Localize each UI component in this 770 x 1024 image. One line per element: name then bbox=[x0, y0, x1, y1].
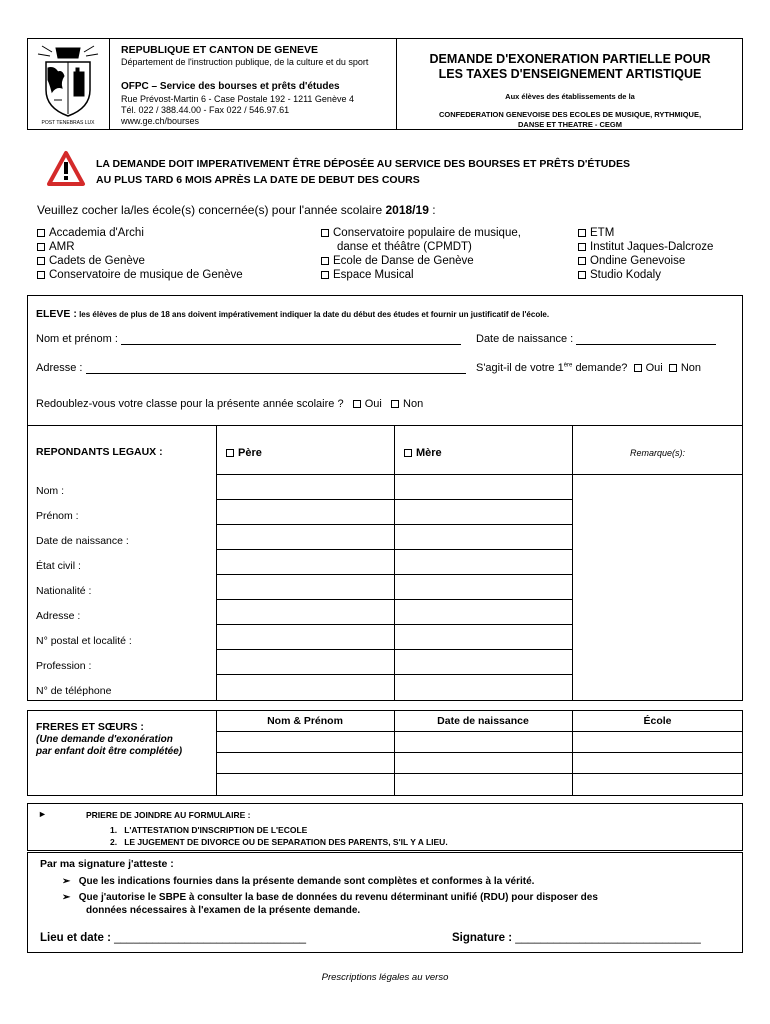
eleve-address-row: Adresse : bbox=[36, 362, 466, 374]
attachments-title: PRIERE DE JOINDRE AU FORMULAIRE : bbox=[86, 810, 251, 820]
school-option[interactable]: Ecole de Danse de Genève bbox=[321, 254, 521, 268]
siblings-col-school: École bbox=[643, 715, 672, 727]
coat-motto: POST TENEBRAS LUX bbox=[41, 120, 95, 126]
siblings-note-line1: (Une demande d'exonération bbox=[36, 734, 173, 745]
repeat-yes-checkbox[interactable] bbox=[353, 400, 361, 408]
checkbox-icon[interactable] bbox=[37, 229, 45, 237]
header-divider-left bbox=[109, 38, 110, 130]
bullet-icon: ➢ bbox=[62, 892, 71, 903]
remarks-column-header: Remarque(s): bbox=[629, 448, 685, 458]
eleve-header bbox=[36, 308, 549, 320]
school-option[interactable]: Institut Jaques-Dalcroze bbox=[578, 240, 713, 254]
bullet-icon: ➢ bbox=[62, 876, 71, 887]
attestation-item-1: ➢ Que les indications fournies dans la présente demande sont complètes et conformes à la vérité. bbox=[62, 876, 535, 887]
address-input[interactable] bbox=[86, 363, 466, 374]
siblings-header-line bbox=[216, 731, 743, 732]
org-name-line1: CONFEDERATION GENEVOISE DES ECOLES DE MUSIQUE, RYTHMIQUE, bbox=[438, 110, 702, 119]
republic-title: REPUBLIQUE ET CANTON DE GENEVE bbox=[121, 44, 318, 56]
checkbox-icon[interactable] bbox=[321, 257, 329, 265]
footer-note: Prescriptions légales au verso bbox=[321, 972, 449, 983]
siblings-label: FRERES ET SŒURS : bbox=[36, 721, 144, 733]
service-website[interactable]: www.ge.ch/bourses bbox=[121, 116, 200, 126]
schools-intro-text: Veuillez cocher la/les école(s) concernée(s) pour l'année scolaire bbox=[37, 203, 383, 217]
school-option[interactable]: Conservatoire de musique de Genève bbox=[37, 268, 243, 282]
place-date-field[interactable]: Lieu et date : ______________________________ bbox=[40, 932, 307, 944]
father-column-header: Père bbox=[226, 447, 262, 459]
eleve-section bbox=[27, 295, 743, 701]
form-subtitle: Aux élèves des établissements de la bbox=[505, 92, 635, 101]
checkbox-icon[interactable] bbox=[578, 243, 586, 251]
form-title-line1: DEMANDE D'EXONERATION PARTIELLE POUR bbox=[429, 52, 711, 66]
department-name: Département de l'instruction publique, de la culture et du sport bbox=[121, 57, 369, 67]
repeat-class-row: Redoublez-vous votre classe pour la présente année scolaire ? Oui Non bbox=[36, 398, 424, 410]
service-phone: Tél. 022 / 388.44.00 - Fax 022 / 546.97.61 bbox=[121, 105, 290, 115]
repondants-vline-2 bbox=[394, 425, 395, 701]
repondants-top-line bbox=[27, 425, 743, 426]
signature-intro: Par ma signature j'atteste : bbox=[40, 858, 174, 870]
school-option[interactable]: Conservatoire populaire de musique, bbox=[321, 226, 521, 240]
school-option[interactable]: AMR bbox=[37, 240, 243, 254]
school-year: 2018/19 bbox=[385, 203, 429, 217]
row-label-birthdate: Date de naissance : bbox=[36, 535, 129, 547]
school-option-continued: danse et théâtre (CPMDT) bbox=[337, 241, 472, 253]
org-name-line2: DANSE ET THEATRE - CEGM bbox=[517, 120, 623, 129]
school-option[interactable]: Espace Musical bbox=[321, 268, 521, 282]
eleve-birth-row: Date de naissance : bbox=[476, 333, 716, 345]
eleve-note: les élèves de plus de 18 ans doivent impérativement indiquer la date du début des études et fournir un justificatif de l'école. bbox=[79, 310, 550, 319]
school-option[interactable]: Ondine Genevoise bbox=[578, 254, 713, 268]
row-label-civil-status: État civil : bbox=[36, 560, 81, 572]
attachment-item-2: 2. LE JUGEMENT DE DIVORCE OU DE SEPARATION DES PARENTS, S'IL Y A LIEU. bbox=[110, 837, 448, 847]
checkbox-icon[interactable] bbox=[321, 271, 329, 279]
service-address: Rue Prévost-Martin 6 - Case Postale 192 - 1211 Genève 4 bbox=[121, 94, 354, 104]
siblings-col-birth: Date de naissance bbox=[437, 715, 529, 727]
first-request-yes-checkbox[interactable] bbox=[634, 364, 642, 372]
row-label-postal: N° postal et localité : bbox=[36, 635, 132, 647]
warning-icon bbox=[46, 150, 86, 188]
row-label-profession: Profession : bbox=[36, 660, 92, 672]
eleve-label: ELEVE : bbox=[36, 308, 77, 320]
row-label-nom: Nom : bbox=[36, 485, 65, 497]
form-title-line2: LES TAXES D'ENSEIGNEMENT ARTISTIQUE bbox=[438, 67, 702, 81]
repondants-vline-3 bbox=[572, 425, 573, 701]
siblings-note-line2: par enfant doit être complétée) bbox=[36, 746, 183, 757]
attestation-item-2-cont: données nécessaires à l'examen de la présente demande. bbox=[86, 905, 361, 916]
checkbox-icon[interactable] bbox=[321, 229, 329, 237]
school-option[interactable]: ETM bbox=[578, 226, 713, 240]
schools-intro-end: : bbox=[432, 203, 436, 217]
ofpc-service: OFPC – Service des bourses et prêts d'études bbox=[121, 81, 340, 92]
warning-line2: AU PLUS TARD 6 MOIS APRÈS LA DATE DE DEBUT DES COURS bbox=[96, 174, 420, 186]
first-request-no-checkbox[interactable] bbox=[669, 364, 677, 372]
repondants-header-line bbox=[216, 474, 743, 475]
school-option[interactable]: Studio Kodaly bbox=[578, 268, 713, 282]
first-request-row: S'agit-il de votre 1ère demande? Oui Non bbox=[476, 362, 701, 374]
repondants-vline-1 bbox=[216, 425, 217, 701]
father-checkbox[interactable] bbox=[226, 449, 234, 457]
mother-column-header: Mère bbox=[404, 447, 442, 459]
repeat-no-checkbox[interactable] bbox=[391, 400, 399, 408]
schools-intro bbox=[37, 203, 436, 217]
school-option[interactable]: Cadets de Genève bbox=[37, 254, 243, 268]
checkbox-icon[interactable] bbox=[578, 229, 586, 237]
arrow-icon: ► bbox=[38, 809, 47, 819]
signature-field[interactable]: Signature : _____________________________ bbox=[452, 932, 701, 944]
siblings-row-line-1 bbox=[216, 752, 743, 753]
schools-col1 bbox=[37, 226, 243, 282]
schools-col2 bbox=[321, 226, 521, 282]
geneva-coat-of-arms bbox=[32, 42, 104, 126]
checkbox-icon[interactable] bbox=[37, 243, 45, 251]
warning-line1: LA DEMANDE DOIT IMPERATIVEMENT ÊTRE DÉPOSÉE AU SERVICE DES BOURSES ET PRÊTS D'ÉTUDES bbox=[96, 158, 630, 170]
row-label-phone: N° de téléphone bbox=[36, 685, 112, 697]
siblings-col-name: Nom & Prénom bbox=[267, 715, 343, 727]
attestation-item-2: ➢ Que j'autorise le SBPE à consulter la base de données du revenu déterminant unifié (RDU) pour disposer des bbox=[62, 892, 598, 903]
checkbox-icon[interactable] bbox=[37, 271, 45, 279]
checkbox-icon[interactable] bbox=[578, 257, 586, 265]
checkbox-icon[interactable] bbox=[578, 271, 586, 279]
siblings-row-line-2 bbox=[216, 773, 743, 774]
birthdate-input[interactable] bbox=[576, 334, 716, 345]
eleve-name-row: Nom et prénom : bbox=[36, 333, 461, 345]
row-label-prenom: Prénom : bbox=[36, 510, 79, 522]
school-option[interactable]: Accademia d'Archi bbox=[37, 226, 243, 240]
name-input[interactable] bbox=[121, 334, 461, 345]
schools-col3 bbox=[578, 226, 713, 282]
row-label-nationality: Nationalité : bbox=[36, 585, 92, 597]
row-label-address: Adresse : bbox=[36, 610, 81, 622]
attachment-item-1: 1. L'ATTESTATION D'INSCRIPTION DE L'ECOLE bbox=[110, 825, 308, 835]
mother-checkbox[interactable] bbox=[404, 449, 412, 457]
repondants-label: REPONDANTS LEGAUX : bbox=[36, 446, 163, 458]
checkbox-icon[interactable] bbox=[37, 257, 45, 265]
